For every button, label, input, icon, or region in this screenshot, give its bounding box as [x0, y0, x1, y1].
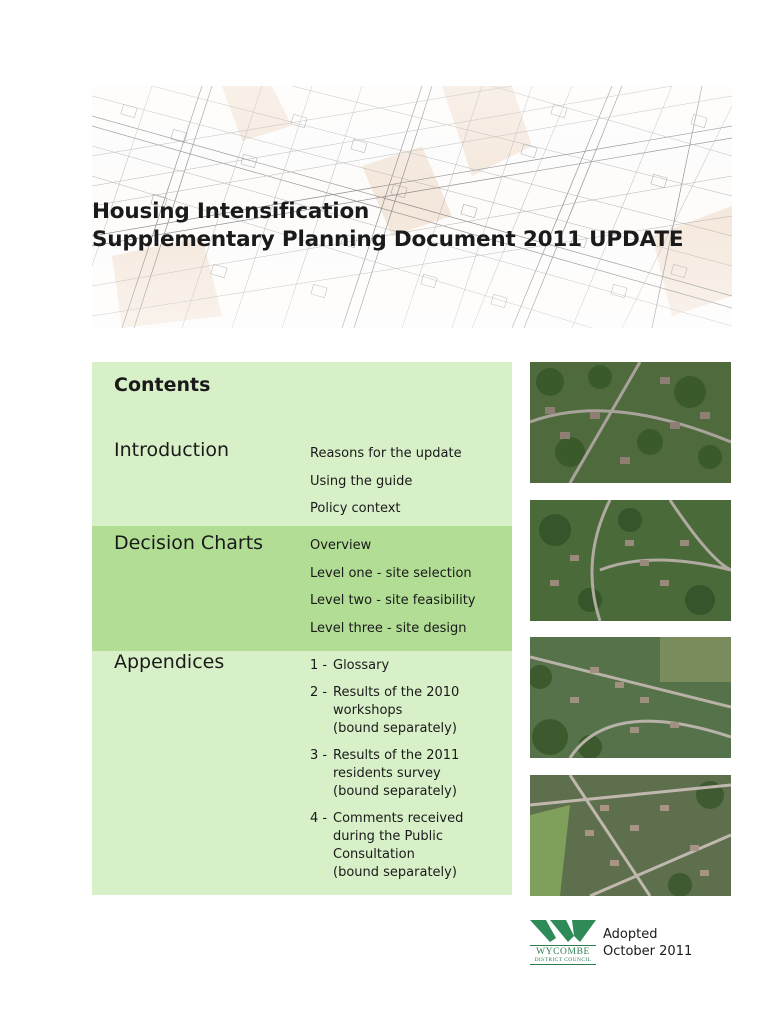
adopted-label: Adopted [603, 927, 658, 942]
title-line-1: Housing Intensification [92, 199, 370, 224]
toc-item[interactable] [310, 684, 463, 738]
aerial-photo-4 [530, 775, 731, 896]
appendix-number: 4 - [310, 811, 328, 826]
appendix-text: Glossary [333, 658, 390, 673]
appendix-text: residents survey [333, 766, 441, 781]
toc-item[interactable] [310, 810, 463, 882]
toc-item[interactable]: Overview [310, 538, 372, 553]
appendix-text: workshops [333, 703, 403, 718]
appendices-items [310, 657, 463, 891]
title-line-2: Supplementary Planning Document 2011 UPDATE [92, 227, 684, 252]
section-introduction [92, 362, 512, 526]
logo-subtitle: DISTRICT COUNCIL [530, 957, 596, 965]
appendix-number: 1 - [310, 658, 328, 673]
section-title-appendices: Appendices [114, 651, 225, 673]
aerial-photo-2 [530, 500, 731, 621]
toc-item[interactable]: Policy context [310, 501, 401, 516]
contents-panel [92, 362, 512, 895]
council-name [530, 945, 596, 965]
toc-item[interactable] [310, 657, 463, 675]
section-title-decision-charts: Decision Charts [114, 532, 264, 554]
appendix-text: (bound separately) [333, 784, 457, 799]
adopted-date: October 2011 [603, 944, 693, 959]
toc-item[interactable] [310, 747, 463, 801]
appendix-text: (bound separately) [333, 865, 457, 880]
toc-item[interactable]: Reasons for the update [310, 446, 462, 461]
logo-name: WYCOMBE [530, 945, 596, 957]
appendix-text: Results of the 2011 [333, 748, 460, 763]
appendix-text: Results of the 2010 [333, 685, 460, 700]
introduction-items [310, 445, 462, 528]
appendix-text: Comments received [333, 811, 464, 826]
section-title-introduction: Introduction [114, 439, 230, 461]
decision-charts-items [310, 537, 476, 647]
toc-item[interactable]: Level one - site selection [310, 565, 472, 581]
aerial-photo-1 [530, 362, 731, 483]
section-decision-charts [92, 526, 512, 651]
toc-item[interactable]: Level three - site design [310, 620, 467, 636]
appendix-number: 2 - [310, 685, 328, 700]
toc-item[interactable]: Level two - site feasibility [310, 593, 476, 608]
contents-heading: Contents [114, 374, 211, 396]
appendix-text: (bound separately) [333, 721, 457, 736]
document-title [92, 198, 732, 254]
appendix-text: during the Public [333, 829, 444, 844]
appendix-text: Consultation [333, 847, 415, 862]
appendix-number: 3 - [310, 748, 328, 763]
toc-item[interactable]: Using the guide [310, 473, 413, 489]
section-appendices [92, 651, 512, 895]
adoption-date [603, 926, 692, 960]
aerial-photo-3 [530, 637, 731, 758]
